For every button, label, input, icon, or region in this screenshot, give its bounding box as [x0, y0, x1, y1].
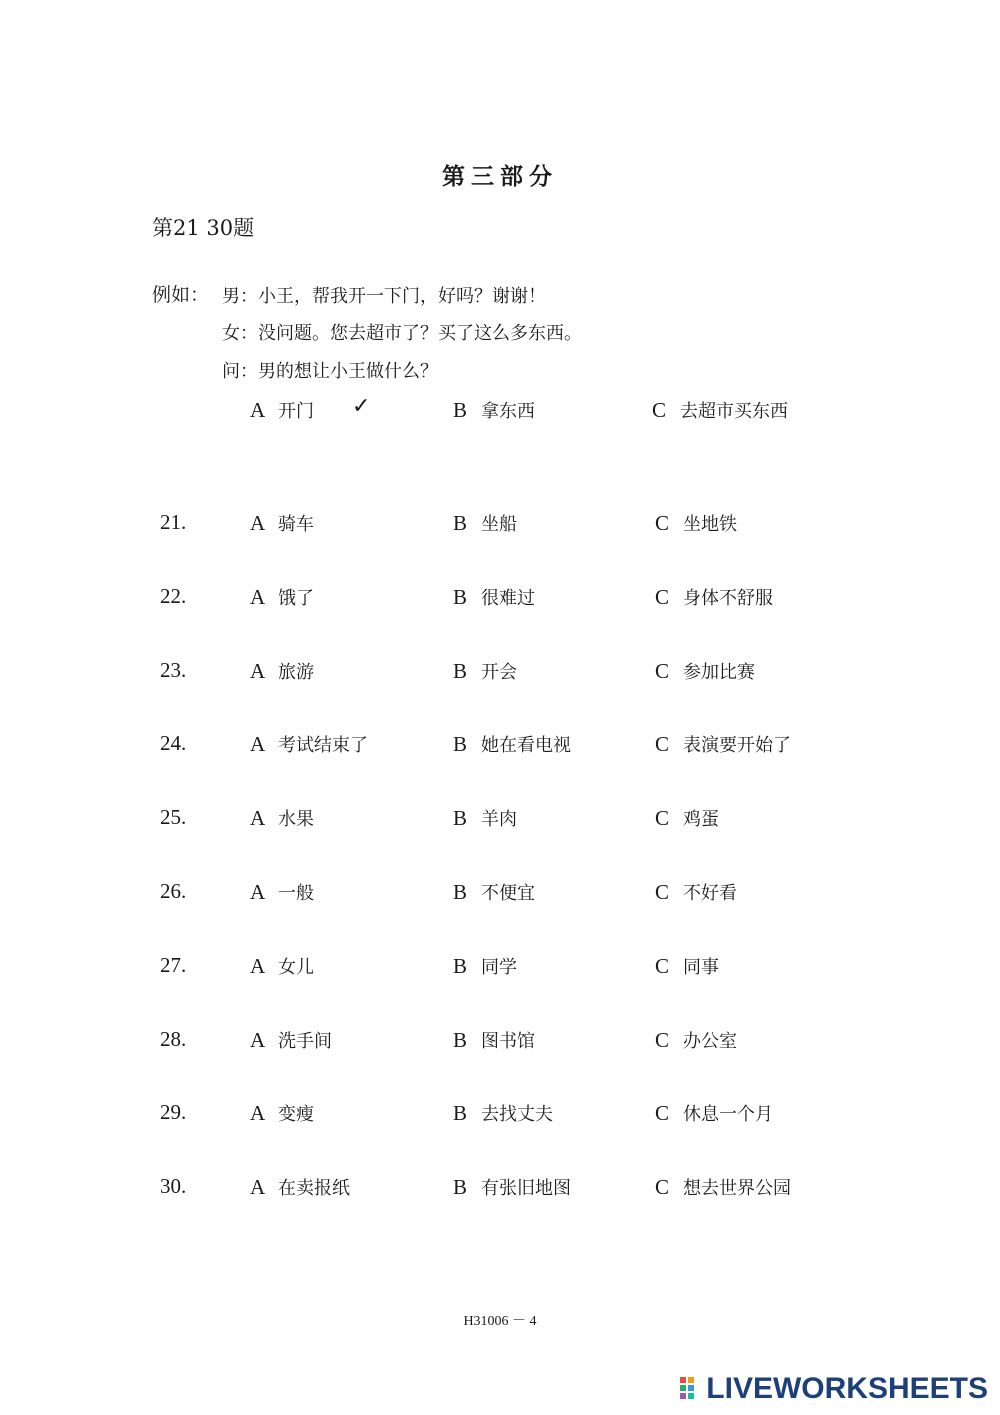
option-text: 想去世界公园 — [683, 1178, 791, 1199]
answer-option-b[interactable] — [453, 1100, 553, 1126]
option-text: 开门 — [278, 401, 314, 422]
option-text: 不便宜 — [481, 883, 535, 904]
option-letter: A — [250, 880, 266, 904]
answer-option-c[interactable] — [655, 1027, 737, 1053]
option-text: 办公室 — [683, 1031, 737, 1052]
answer-option-a[interactable] — [250, 1027, 332, 1053]
answer-option-a[interactable] — [250, 879, 314, 905]
option-letter: A — [250, 1101, 266, 1125]
answer-option-a[interactable] — [250, 510, 314, 536]
option-text: 饿了 — [278, 588, 314, 609]
option-letter: A — [250, 806, 266, 830]
answer-option-c[interactable] — [655, 731, 791, 757]
option-letter: B — [453, 511, 468, 535]
answer-option-b[interactable] — [453, 584, 535, 610]
option-letter: C — [655, 1101, 670, 1125]
example-question: 问：男的想让小王做什么？ — [222, 361, 438, 382]
option-text: 旅游 — [278, 662, 314, 683]
option-text: 骑车 — [278, 514, 314, 535]
option-text: 变瘦 — [278, 1104, 314, 1125]
answer-option-b[interactable] — [453, 953, 517, 979]
question-number: 24. — [160, 731, 187, 755]
brand-name: LIVEWORKSHEETS — [706, 1372, 988, 1405]
option-text: 考试结束了 — [278, 735, 368, 756]
answer-option-b[interactable] — [453, 1174, 571, 1200]
option-text: 同学 — [481, 957, 517, 978]
answer-option-a[interactable] — [250, 584, 314, 610]
option-letter: C — [655, 511, 670, 535]
section-title: 第三部分 — [442, 163, 558, 190]
option-letter: C — [655, 954, 670, 978]
option-letter: C — [655, 1028, 670, 1052]
option-letter: C — [655, 585, 670, 609]
page-footer: H31006 － 4 — [463, 1314, 537, 1329]
option-text: 同事 — [683, 957, 719, 978]
example-label: 例如： — [152, 284, 210, 306]
answer-option-c[interactable] — [655, 510, 737, 536]
option-letter: B — [453, 585, 468, 609]
question-number: 22. — [160, 584, 187, 608]
example-dialogue-man: 男：小王，帮我开一下门，好吗？谢谢！ — [222, 286, 546, 307]
example-option-b — [453, 397, 535, 423]
option-letter: B — [453, 398, 468, 422]
option-letter: B — [453, 659, 468, 683]
option-letter: A — [250, 1028, 266, 1052]
answer-option-a[interactable] — [250, 805, 314, 831]
option-text: 坐船 — [481, 514, 517, 535]
question-number: 30. — [160, 1174, 187, 1198]
option-text: 洗手间 — [278, 1031, 332, 1052]
option-letter: B — [453, 1101, 468, 1125]
option-letter: B — [453, 1028, 468, 1052]
question-number: 26. — [160, 879, 187, 903]
answer-option-b[interactable] — [453, 1027, 535, 1053]
answer-option-b[interactable] — [453, 510, 517, 536]
option-letter: A — [250, 1175, 266, 1199]
option-text: 一般 — [278, 883, 314, 904]
answer-option-a[interactable] — [250, 731, 368, 757]
option-text: 水果 — [278, 809, 314, 830]
option-letter: A — [250, 511, 266, 535]
option-letter: C — [655, 659, 670, 683]
question-number: 27. — [160, 953, 187, 977]
answer-option-a[interactable] — [250, 953, 314, 979]
option-letter: A — [250, 585, 266, 609]
option-letter: C — [652, 398, 667, 422]
question-range: 第21 30题 — [152, 216, 255, 240]
option-letter: A — [250, 659, 266, 683]
option-letter: A — [250, 398, 266, 422]
answer-option-c[interactable] — [655, 584, 773, 610]
option-text: 身体不舒服 — [683, 588, 773, 609]
liveworksheets-logo-icon — [680, 1375, 702, 1401]
example-dialogue-woman: 女：没问题。您去超市了？买了这么多东西。 — [222, 323, 582, 344]
option-text: 坐地铁 — [683, 514, 737, 535]
option-text: 去超市买东西 — [680, 401, 788, 422]
answer-option-b[interactable] — [453, 879, 535, 905]
option-text: 羊肉 — [481, 809, 517, 830]
option-letter: A — [250, 954, 266, 978]
option-letter: C — [655, 806, 670, 830]
answer-option-a[interactable] — [250, 658, 314, 684]
option-text: 表演要开始了 — [683, 735, 791, 756]
option-text: 拿东西 — [481, 401, 535, 422]
option-letter: B — [453, 732, 468, 756]
option-letter: C — [655, 732, 670, 756]
option-text: 不好看 — [683, 883, 737, 904]
question-number: 21. — [160, 510, 187, 534]
option-text: 在卖报纸 — [278, 1178, 350, 1199]
answer-option-b[interactable] — [453, 731, 571, 757]
option-text: 女儿 — [278, 957, 314, 978]
option-text: 去找丈夫 — [481, 1104, 553, 1125]
answer-option-c[interactable] — [655, 1100, 773, 1126]
option-text: 休息一个月 — [683, 1104, 773, 1125]
example-option-c — [652, 397, 788, 423]
check-mark-icon: ✓ — [352, 394, 371, 419]
question-number: 29. — [160, 1100, 187, 1124]
answer-option-a[interactable] — [250, 1174, 350, 1200]
answer-option-c[interactable] — [655, 953, 719, 979]
option-text: 参加比赛 — [683, 662, 755, 683]
answer-option-b[interactable] — [453, 805, 517, 831]
option-text: 她在看电视 — [481, 735, 571, 756]
answer-option-c[interactable] — [655, 879, 737, 905]
answer-option-c[interactable] — [655, 1174, 791, 1200]
option-letter: C — [655, 880, 670, 904]
option-letter: B — [453, 880, 468, 904]
answer-option-c[interactable] — [655, 658, 755, 684]
answer-option-c[interactable] — [655, 805, 719, 831]
option-letter: B — [453, 806, 468, 830]
example-option-a — [250, 397, 314, 423]
option-letter: B — [453, 954, 468, 978]
question-number: 23. — [160, 658, 187, 682]
option-letter: A — [250, 732, 266, 756]
option-text: 很难过 — [481, 588, 535, 609]
brand-watermark — [680, 1372, 988, 1406]
option-letter: C — [655, 1175, 670, 1199]
option-letter: B — [453, 1175, 468, 1199]
answer-option-b[interactable] — [453, 658, 517, 684]
option-text: 有张旧地图 — [481, 1178, 571, 1199]
question-number: 25. — [160, 805, 187, 829]
option-text: 开会 — [481, 662, 517, 683]
option-text: 图书馆 — [481, 1031, 535, 1052]
question-number: 28. — [160, 1027, 187, 1051]
option-text: 鸡蛋 — [683, 809, 719, 830]
answer-option-a[interactable] — [250, 1100, 314, 1126]
